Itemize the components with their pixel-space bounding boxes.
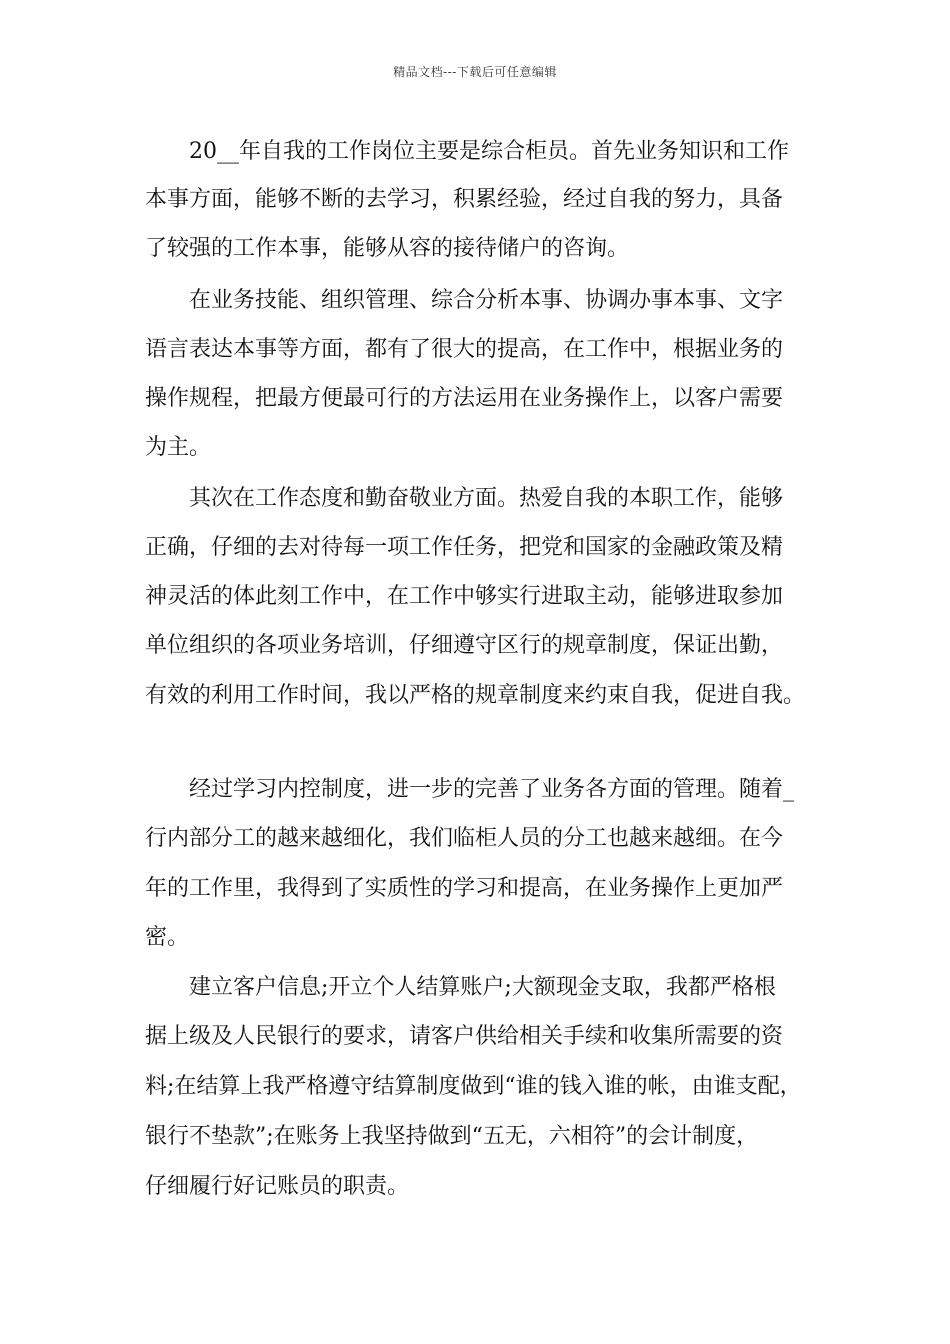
paragraph-line: 20__年自我的工作岗位主要是综合柜员。首先业务知识和工作 — [189, 139, 789, 164]
paragraph-line: 其次在工作态度和勤奋敬业方面。热爱自我的本职工作，能够 — [189, 486, 784, 511]
paragraph-line: 据上级及人民银行的要求，请客户供给相关手续和收集所需要的资 — [145, 1024, 784, 1049]
paragraph-line: 料;在结算上我严格遵守结算制度做到“谁的钱入谁的帐，由谁支配， — [145, 1074, 802, 1099]
paragraph-line: 单位组织的各项业务培训，仔细遵守区行的规章制度，保证出勤， — [145, 633, 784, 658]
paragraph-line: 银行不垫款”;在账务上我坚持做到“五无，六相符”的会计制度， — [145, 1124, 759, 1149]
paragraph-line: 有效的利用工作时间，我以严格的规章制度来约束自我，促进自我。 — [145, 683, 806, 708]
paragraph-line: 神灵活的体此刻工作中，在工作中够实行进取主动，能够进取参加 — [145, 584, 784, 609]
paragraph-line: 经过学习内控制度，进一步的完善了业务各方面的管理。随着_ — [189, 777, 795, 802]
paragraph-line: 为主。 — [145, 435, 212, 460]
paragraph-line: 了较强的工作本事，能够从容的接待储户的咨询。 — [145, 236, 630, 261]
paragraph-line: 行内部分工的越来越细化，我们临柜人员的分工也越来越细。在今 — [145, 826, 784, 851]
paragraph-line: 本事方面，能够不断的去学习，积累经验，经过自我的努力，具备 — [145, 187, 784, 212]
paragraph-line: 正确，仔细的去对待每一项工作任务，把党和国家的金融政策及精 — [145, 535, 784, 560]
paragraph-line: 密。 — [145, 925, 190, 950]
paragraph-line: 建立客户信息;开立个人结算账户;大额现金支取，我都严格根 — [189, 975, 776, 1000]
paragraph-line: 在业务技能、组织管理、综合分析本事、协调办事本事、文字 — [189, 288, 784, 313]
page-header: 精品文档---下载后可任意编辑 — [393, 65, 557, 79]
paragraph-line: 仔细履行好记账员的职责。 — [145, 1174, 410, 1199]
paragraph-line: 年的工作里，我得到了实质性的学习和提高，在业务操作上更加严 — [145, 876, 784, 901]
paragraph-line: 操作规程，把最方便最可行的方法运用在业务操作上，以客户需要 — [145, 386, 784, 411]
paragraph-line: 语言表达本事等方面，都有了很大的提高，在工作中，根据业务的 — [145, 337, 784, 362]
